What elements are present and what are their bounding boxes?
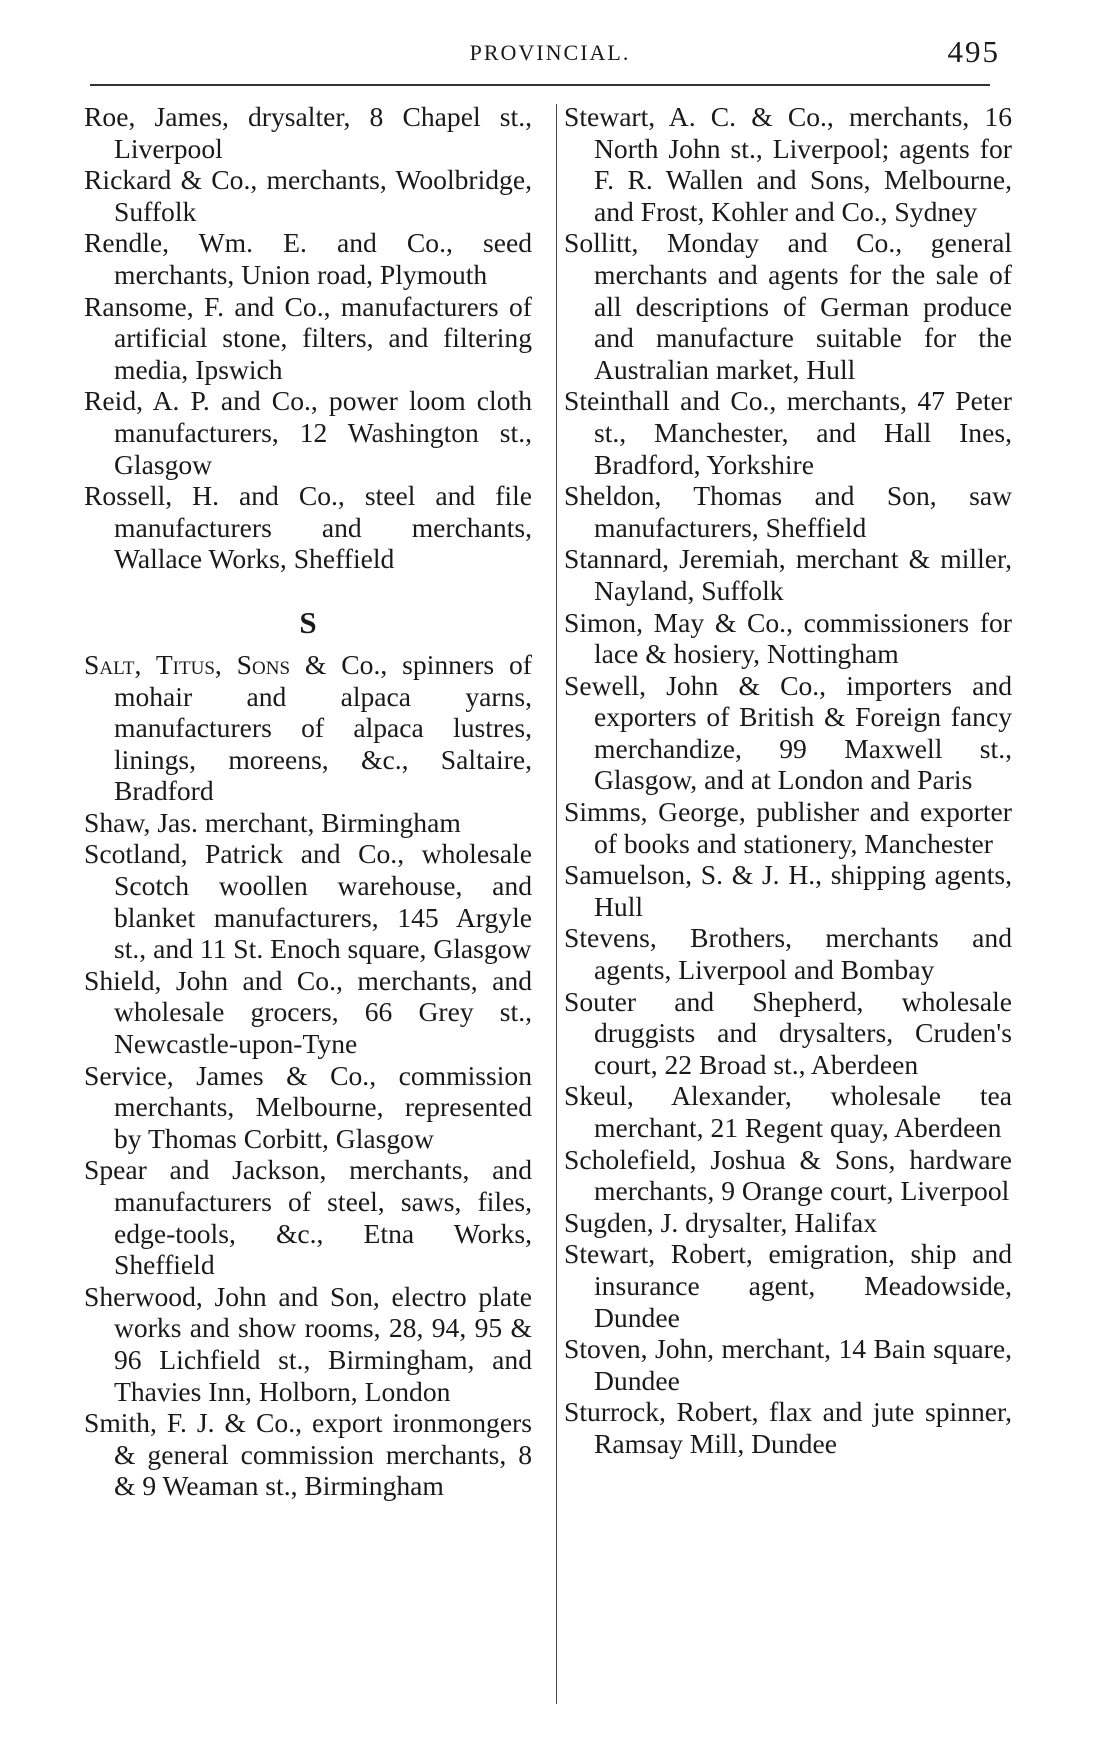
directory-entry: Sheldon, Thomas and Son, saw manufacturers, Sheffield [564,480,1012,543]
left-column [84,101,532,1502]
directory-entry: Sturrock, Robert, flax and jute spinner, Ramsay Mill, Dundee [564,1396,1012,1459]
directory-entry: Samuelson, S. & J. H., shipping agents, Hull [564,859,1012,922]
directory-entry: Souter and Shepherd, wholesale druggists and drysalters, Cruden's court, 22 Broad st., Aberdeen [564,985,1012,1080]
directory-entry: Reid, A. P. and Co., power loom cloth manufacturers, 12 Washington st., Glasgow [84,385,532,480]
directory-entry: Sherwood, John and Son, electro plate works and show rooms, 28, 94, 95 & 96 Lichfield st., Birmingham, and Thavies Inn, Holborn, London [84,1280,532,1407]
directory-entry: Shaw, Jas. merchant, Birmingham [84,806,461,838]
directory-entry: Smith, F. J. & Co., export ironmongers & general commission merchants, 8 & 9 Weaman st., Birmingham [84,1407,532,1502]
directory-entry: Skeul, Alexander, wholesale tea merchant, 21 Regent quay, Aberdeen [564,1080,1012,1143]
right-column [564,101,1012,1460]
directory-entry: Roe, James, drysalter, 8 Chapel st., Liverpool [84,101,532,164]
directory-entry [84,649,532,807]
column-divider [556,104,557,1704]
directory-entry: Rickard & Co., merchants, Woolbridge, Suffolk [84,164,532,227]
directory-entry: Steinthall and Co., merchants, 47 Peter st., Manchester, and Hall Ines, Bradford, Yorkshire [564,385,1012,480]
section-letter: S [299,604,317,640]
directory-entry: Sollitt, Monday and Co., general merchants and agents for the sale of all descriptions of German produce and manufacture suitable for the Australian market, Hull [564,227,1012,385]
page-number: 495 [947,34,1000,69]
directory-entry: Sewell, John & Co., importers and exporters of British & Foreign fancy merchandize, 99 Maxwell st., Glasgow, and at London and Paris [564,669,1012,796]
directory-entry: Shield, John and Co., merchants, and wholesale grocers, 66 Grey st., Newcastle-upon-Tyne [84,964,532,1060]
directory-entry: Scholefield, Joshua & Sons, hardware merchants, 9 Orange court, Liverpool [564,1143,1012,1207]
entry-details: & Co., spinners of mohair and alpaca yarns, manufacturers of alpaca lustres, linings, moreens, &c., Saltaire, Bradford [114,648,532,807]
directory-entry: Stoven, John, merchant, 14 Bain square, Dundee [564,1333,1012,1396]
directory-entry: Stewart, A. C. & Co., merchants, 16 North John st., Liverpool; agents for F. R. Wallen and Sons, Melbourne, and Frost, Kohler and Co., Sydney [564,101,1012,227]
directory-entry: Stewart, Robert, emigration, ship and insurance agent, Meadowside, Dundee [564,1238,1012,1333]
directory-entry: Ransome, F. and Co., manufacturers of artificial stone, filters, and filtering media, Ipswich [84,290,532,385]
directory-entry: Stevens, Brothers, merchants and agents, Liverpool and Bombay [564,922,1012,986]
directory-entry: Stannard, Jeremiah, merchant & miller, Nayland, Suffolk [564,543,1012,606]
directory-entry: Sugden, J. drysalter, Halifax [564,1206,878,1238]
entry-name: Salt, Titus, Sons [84,648,291,680]
page-header [90,30,1010,80]
header-rule [90,84,990,86]
directory-entry: Simms, George, publisher and exporter of books and stationery, Manchester [564,796,1012,859]
directory-entry: Scotland, Patrick and Co., wholesale Scotch woollen warehouse, and blanket manufacturers, 145 Argyle st., and 11 St. Enoch square, Glasgow [84,838,532,965]
directory-entry: Service, James & Co., commission merchants, Melbourne, represented by Thomas Corbitt, Glasgow [84,1059,532,1154]
directory-entry: Simon, May & Co., commissioners for lace & hosiery, Nottingham [564,606,1012,670]
running-head: PROVINCIAL. [469,40,631,65]
directory-entry: Rossell, H. and Co., steel and file manufacturers and merchants, Wallace Works, Sheffield [84,480,532,575]
directory-entry: Spear and Jackson, merchants, and manufacturers of steel, saws, files, edge-tools, &c., Etna Works, Sheffield [84,1154,532,1281]
directory-entry: Rendle, Wm. E. and Co., seed merchants, Union road, Plymouth [84,227,532,290]
